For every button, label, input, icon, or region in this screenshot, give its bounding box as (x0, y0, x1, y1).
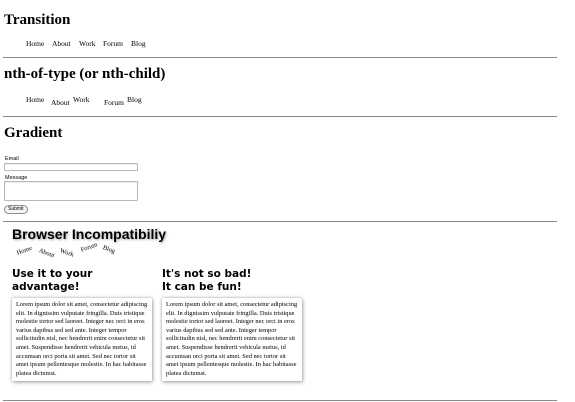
column-2-heading-line1: It's not so bad! (162, 268, 252, 280)
browser-nav-home[interactable]: Home (15, 244, 34, 257)
browser-nav-about[interactable]: About (37, 247, 56, 260)
column-1-heading-line2: advantage! (12, 280, 80, 293)
column-2-heading (162, 268, 251, 293)
column-1-heading-line1: Use it to your (12, 268, 93, 280)
email-field[interactable] (4, 163, 138, 171)
section-divider (3, 57, 557, 58)
browser-nav-blog[interactable]: Blog (101, 244, 117, 256)
transition-nav-about[interactable]: About (52, 39, 71, 48)
transition-nav-home[interactable]: Home (26, 39, 45, 48)
column-2-card (162, 298, 302, 381)
nth-nav-home[interactable]: Home (26, 95, 45, 104)
transition-nav-forum[interactable]: Forum (103, 39, 124, 48)
gradient-heading: Gradient (4, 125, 63, 141)
section-divider (3, 221, 557, 222)
browser-nav-work[interactable]: Work (58, 247, 75, 259)
nth-nav-work[interactable]: Work (73, 95, 90, 104)
browser-heading: Browser Incompatibiliy (12, 226, 167, 242)
column-1-heading (12, 268, 92, 293)
section-divider (3, 400, 557, 401)
column-1-card (12, 298, 152, 381)
transition-nav-blog[interactable]: Blog (131, 39, 146, 48)
message-textarea[interactable] (4, 181, 138, 201)
column-2-body: Lorem ipsum dolor sit amet, consectetur adipiscing elit. In dignissim vulputate fringilla. Duis tristique molestie tortor sed laoreet. Integer nec orci in eros varius dapibus sed sed ante. Integer tempor sollicitudin nisl, nec hendrerit enim consectetur sit amet. Suspendisse hendrerit vehicula metus, id accumsan orci porta sit amet. Sed nec tortor sit amet ipsum pellentesque molestie. In hac habitasse platea dictumst. (166, 301, 298, 377)
submit-button[interactable]: Submit (4, 205, 28, 214)
nth-nav-blog[interactable]: Blog (127, 95, 142, 104)
section-divider (3, 116, 557, 117)
browser-nav-forum[interactable]: Forum (79, 241, 99, 254)
nth-nav-about[interactable]: About (51, 98, 70, 107)
email-label: Email (5, 156, 19, 162)
column-1-body: Lorem ipsum dolor sit amet, consectetur adipiscing elit. In dignissim vulputate fringilla. Duis tristique molestie tortor sed laoreet. Integer nec orci in eros varius dapibus sed sed ante. Integer tempor sollicitudin nisl, nec hendrerit enim consectetur sit amet. Suspendisse hendrerit vehicula metus, id accumsan orci porta sit amet. Sed nec tortor sit amet ipsum pellentesque molestie. In hac habitasse platea dictumst. (16, 301, 148, 377)
nth-nav-forum[interactable]: Forum (104, 98, 125, 107)
column-2-heading-line2: It can be fun! (162, 280, 242, 293)
nth-heading: nth-of-type (or nth-child) (4, 66, 166, 82)
transition-heading: Transition (4, 12, 71, 28)
message-label: Message (5, 175, 28, 181)
transition-nav-work[interactable]: Work (79, 39, 96, 48)
